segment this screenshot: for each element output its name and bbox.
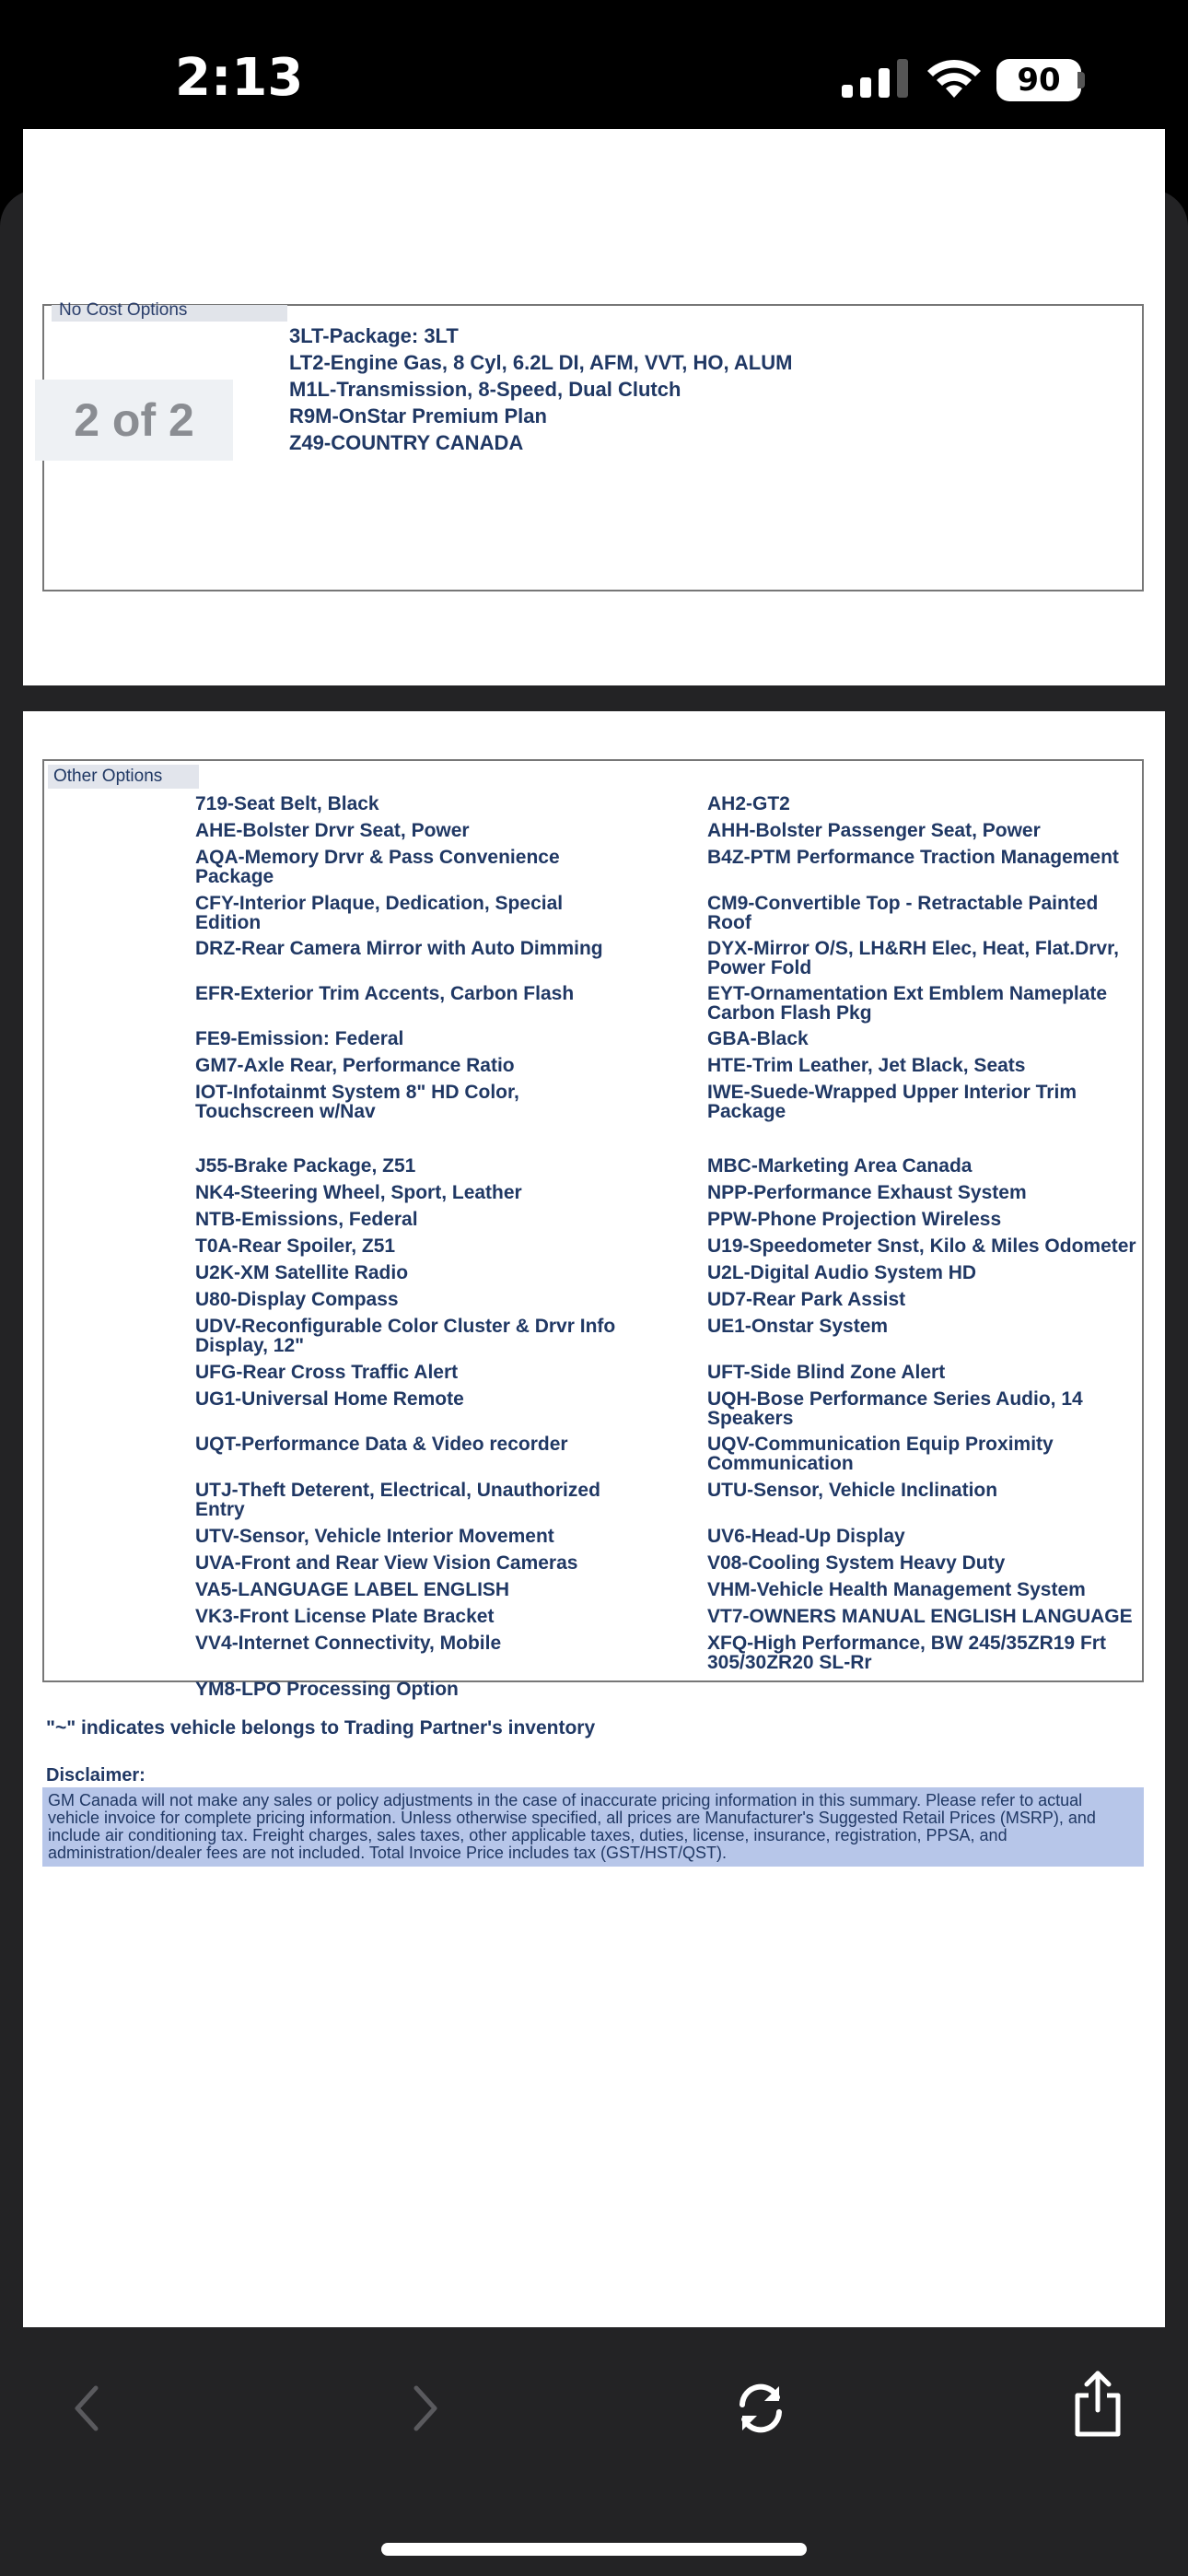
other-option-item: T0A-Rear Spoiler, Z51 — [195, 1235, 396, 1257]
share-icon[interactable] — [1072, 2370, 1124, 2438]
other-option-item: HTE-Trim Leather, Jet Black, Seats — [707, 1055, 1026, 1076]
chevron-right-icon[interactable] — [407, 2381, 444, 2436]
other-option-item: AHE-Bolster Drvr Seat, Power — [195, 820, 470, 841]
other-option-item: UG1-Universal Home Remote — [195, 1388, 464, 1410]
no-cost-option-item: M1L-Transmission, 8-Speed, Dual Clutch — [289, 378, 681, 401]
other-option-item: V08-Cooling System Heavy Duty — [707, 1552, 1006, 1574]
other-option-item: NPP-Performance Exhaust System — [707, 1182, 1027, 1203]
other-option-item: CFY-Interior Plaque, Dedication, Special Edition — [195, 893, 564, 933]
other-option-item: UTU-Sensor, Vehicle Inclination — [707, 1480, 998, 1501]
other-option-item: YM8-LPO Processing Option — [195, 1679, 459, 1700]
home-indicator — [381, 2543, 807, 2556]
other-option-item: VT7-OWNERS MANUAL ENGLISH LANGUAGE — [707, 1606, 1133, 1627]
other-option-item: GBA-Black — [707, 1028, 809, 1049]
wifi-icon — [924, 55, 984, 100]
other-option-item: VV4-Internet Connectivity, Mobile — [195, 1633, 502, 1654]
other-option-item: XFQ-High Performance, BW 245/35ZR19 Frt 305/30ZR20 SL-Rr — [707, 1633, 1106, 1673]
other-option-item: NTB-Emissions, Federal — [195, 1209, 418, 1230]
other-option-item: UDV-Reconfigurable Color Cluster & Drvr Info Display, 12" — [195, 1316, 616, 1356]
other-options-label: Other Options — [48, 765, 199, 789]
other-option-item: MBC-Marketing Area Canada — [707, 1155, 973, 1177]
disclaimer-title: Disclaimer: — [46, 1765, 146, 1786]
other-option-item: U19-Speedometer Snst, Kilo & Miles Odometer — [707, 1235, 1136, 1257]
other-option-item: EYT-Ornamentation Ext Emblem Nameplate Carbon Flash Pkg — [707, 983, 1108, 1024]
other-option-item: PPW-Phone Projection Wireless — [707, 1209, 1002, 1230]
other-option-item: UFG-Rear Cross Traffic Alert — [195, 1362, 459, 1383]
other-option-item: U2L-Digital Audio System HD — [707, 1262, 977, 1283]
disclaimer-text: GM Canada will not make any sales or policy adjustments in the case of inaccurate pricing information in this summary. Please refer to actual vehicle invoice for complete pricing information. Unless otherwise specified, all prices are Manufacturer's Suggested Retail Prices (MSRP), and include air conditioning tax. Freight charges, sales taxes, other applicable taxes, duties, license, insurance, registration, PPSA, and administration/dealer fees are not included. Total Invoice Price includes tax (GST/HST/QST). — [42, 1787, 1144, 1867]
other-options-box — [42, 759, 1144, 1700]
other-option-item: 719-Seat Belt, Black — [195, 793, 379, 814]
other-option-item: UVA-Front and Rear View Vision Cameras — [195, 1552, 578, 1574]
no-cost-option-item: Z49-COUNTRY CANADA — [289, 431, 524, 454]
trading-partner-note: "~" indicates vehicle belongs to Trading Partner's inventory — [46, 1717, 596, 1739]
other-option-item: GM7-Axle Rear, Performance Ratio — [195, 1055, 515, 1076]
other-option-item: U2K-XM Satellite Radio — [195, 1262, 409, 1283]
other-option-item: IOT-Infotainmt System 8" HD Color, Touchscreen w/Nav — [195, 1082, 519, 1122]
other-option-item: UQH-Bose Performance Series Audio, 14 Speakers — [707, 1388, 1083, 1429]
reload-icon[interactable] — [731, 2379, 790, 2438]
no-cost-option-item: 3LT-Package: 3LT — [289, 324, 459, 347]
cellular-signal-icon — [842, 59, 914, 98]
chevron-left-icon[interactable] — [68, 2381, 105, 2436]
other-option-item: J55-Brake Package, Z51 — [195, 1155, 416, 1177]
other-option-item: UTV-Sensor, Vehicle Interior Movement — [195, 1526, 554, 1547]
other-option-item: AHH-Bolster Passenger Seat, Power — [707, 820, 1041, 841]
other-option-item: FE9-Emission: Federal — [195, 1028, 404, 1049]
other-option-item: UV6-Head-Up Display — [707, 1526, 905, 1547]
other-option-item: B4Z-PTM Performance Traction Management — [707, 847, 1119, 868]
battery-nub — [1077, 72, 1085, 88]
other-option-item: IWE-Suede-Wrapped Upper Interior Trim Package — [707, 1082, 1077, 1122]
other-option-item: EFR-Exterior Trim Accents, Carbon Flash — [195, 983, 575, 1004]
status-time: 2:13 — [175, 48, 304, 108]
other-option-item: DYX-Mirror O/S, LH&RH Elec, Heat, Flat.Drvr, Power Fold — [707, 938, 1119, 978]
other-option-item: UQT-Performance Data & Video recorder — [195, 1434, 568, 1455]
pdf-page-2 — [23, 711, 1165, 2327]
other-option-item: UE1-Onstar System — [707, 1316, 889, 1337]
other-option-item: AH2-GT2 — [707, 793, 790, 814]
other-option-item: UTJ-Theft Deterent, Electrical, Unauthorized Entry — [195, 1480, 600, 1520]
no-cost-option-item: R9M-OnStar Premium Plan — [289, 404, 547, 427]
other-option-item: U80-Display Compass — [195, 1289, 399, 1310]
other-option-item: VK3-Front License Plate Bracket — [195, 1606, 495, 1627]
other-option-item: NK4-Steering Wheel, Sport, Leather — [195, 1182, 522, 1203]
other-option-item: UD7-Rear Park Assist — [707, 1289, 906, 1310]
other-option-item: DRZ-Rear Camera Mirror with Auto Dimming — [195, 938, 603, 959]
other-option-item: VA5-LANGUAGE LABEL ENGLISH — [195, 1579, 510, 1600]
pdf-viewer[interactable] — [0, 300, 1188, 2349]
no-cost-option-item: LT2-Engine Gas, 8 Cyl, 6.2L DI, AFM, VVT, HO, ALUM — [289, 351, 793, 374]
page-indicator: 2 of 2 — [35, 380, 233, 461]
no-cost-options-label: No Cost Options — [52, 305, 287, 322]
other-option-item: AQA-Memory Drvr & Pass Convenience Package — [195, 847, 560, 887]
other-option-item: UFT-Side Blind Zone Alert — [707, 1362, 946, 1383]
battery-indicator: 90 — [996, 59, 1081, 101]
other-option-item: CM9-Convertible Top - Retractable Painted Roof — [707, 893, 1099, 933]
other-option-item: VHM-Vehicle Health Management System — [707, 1579, 1086, 1600]
other-option-item: UQV-Communication Equip Proximity Communication — [707, 1434, 1054, 1474]
